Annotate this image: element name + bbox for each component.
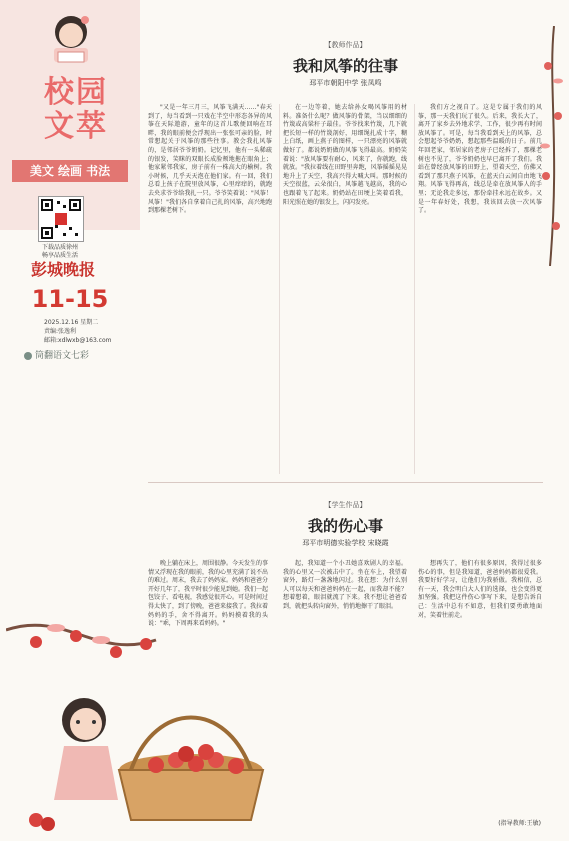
channel-text: 筒翻语文七彩: [35, 351, 90, 361]
article-paragraph: 晚上躺在床上，周围很静。今天发生的事情又浮现在我的眼前，我的心里充满了说不出的难过。周末，我去了妈妈家。妈妈和爸爸分开好几年了，我平时很少能见到她。我们一起包饺子、看电视，我感觉很开心。可是时间过得太快了，到了傍晚，爸爸来接我了。我拉着妈妈的手，舍不得离开。妈妈摸着我的头说："乖，下周再来看妈妈。": [148, 560, 269, 628]
qr-logo-icon: [55, 213, 67, 225]
article-tag: 【教师作品】: [324, 41, 367, 49]
article-byline: 邳平市朝阳中学 张凤鸣: [309, 79, 382, 87]
article-paragraph: 起，我知道一个小丑她喜欢剧人的幸福。我的心里又一次被击中了。坐在车上，我望着窗外，路灯一盏盏地闪过。我在想：为什么别人可以每天和爸爸妈妈在一起，而我却不能？想着想着，眼泪就流了下来。我不想让爸爸看到，就把头转向窗外，悄悄地擦干了眼泪。: [283, 560, 407, 610]
qr-caption: [18, 244, 102, 260]
cherry-branch-decoration: [540, 26, 564, 266]
meta-editor: 责编:张逸利: [44, 328, 77, 335]
article-column: [283, 104, 407, 207]
article-paragraph: 想再失了，他们有很多原因，我得过很多伤心的事，但是我知道，爸爸妈妈都很爱我。我要好好学习，让他们为我骄傲。我相信，总有一天，我会明白大人们的选择，也会变得更加坚强。我把这件伤心事写下来，是想告诉自己：生活中总有不如意，但我们要勇敢地面对，笑着往前走。: [418, 560, 542, 619]
issue-meta: [44, 318, 124, 345]
girl-reading-illustration: [40, 8, 102, 70]
article-tag: 【学生作品】: [324, 501, 367, 509]
article-paragraph: 我们方之视自了。这是专属于我们的风筝，那一天我们玩了很久。后来，我长大了，离开了家乡去外地求学、工作，很少再有时间放风筝了。可是，每当我看到天上的风筝，总会想起爷爷奶奶，想起那些温暖的日子。前几年回老家，邻居家的老房子已经拆了，那棵老树也不见了，爷爷奶奶也早已离开了我们。我站在曾经放风筝的田野上，望着天空，仿佛又看到了那只燕子风筝，在蓝天白云间自由地飞翔。风筝飞得再高，线总是牵在放风筝人的手里；无论我走多远，那份牵挂永远在故乡。又是一年春好处，我想，我该回去放一次风筝了。: [418, 104, 542, 215]
brand-title-line2: 文萃: [44, 109, 108, 144]
qr-caption-line2: 畅享品质生活: [41, 252, 78, 259]
qr-code[interactable]: [38, 196, 84, 242]
article-column: [418, 560, 542, 620]
meta-email: 邮箱:xdlwxb@163.com: [44, 337, 112, 344]
article-editor-note: (指导教师:王敏): [498, 820, 541, 827]
channel-logo-icon: [24, 352, 32, 360]
column-separator: [414, 104, 415, 474]
article-paragraph: "又是一年三月三，风筝飞满天……"春天到了，每当看到一只戏在半空中形态各异的风筝在天际遨游，童年的这首儿歌便回响在耳畔，我的眼前便会浮现出一张张可亲的脸，时常想起关于风筝的那些往事。教会我扎风筝的，是邻居爷爷奶奶。记忆里，他有一头稀疏的银发，笑眯的双眼长成脸颊地拖在眼角上；他家紧邻我家，房子前有一株高大的榆树。我小时候，几乎天天泡在他们家。有一回，我们总看上孩子在院里放风筝，心里痒痒的，就跑去央求爷爷给我扎一只。爷爷笑着说："风筝！风筝！"我们各自拿着自己扎的风筝，高兴地跑到那棵老树下。: [148, 104, 272, 215]
brand-title-line1: 校园: [44, 75, 108, 110]
article-paragraph: 在一边等着，她去给孙女喝风筝用的材料。准备什么呢？做风筝的骨架，当以细细的竹篾或高粱秆子最佳。爷爷找来竹篾，几下就把长短一样的竹篾剖好，用细绳扎成十字，糊上白纸，画上燕子的图样，一只漂亮的风筝就做好了。都说奶奶做的风筝飞得最高。奶奶笑着说："放风筝要有耐心，风来了，你就跑，线就放。"我拉着线在田野里奔跑，风筝摇摇晃晃地升上了天空，我高兴得大喊大叫。那时候的天空很蓝，云朵很白，风筝越飞越高，我的心也跟着飞了起来。奶奶站在田埂上笑着看我，阳光照在她的银发上，闪闪发亮。: [283, 104, 407, 206]
channel-label: [24, 350, 114, 362]
article-teacher: [148, 40, 543, 88]
section-divider: [148, 482, 543, 483]
column-separator: [279, 104, 280, 474]
article-title: 我的伤心事: [307, 517, 383, 535]
paper-name: 彭城晚报: [30, 260, 95, 279]
girl-with-cherry-basket-illustration: [6, 570, 286, 838]
article-teacher-body: [148, 104, 543, 476]
article-column: [418, 104, 542, 216]
issue-date: 11-15: [31, 285, 109, 313]
brand-title: [26, 76, 126, 144]
article-student: [148, 500, 543, 548]
article-column: [283, 560, 407, 612]
article-column: [148, 104, 272, 216]
article-byline: 邳平市明德实验学校 宋晓霞: [302, 539, 389, 547]
brand-subtitle: 美文 绘画 书法: [12, 160, 128, 182]
meta-date: 2025.12.16 星期二: [44, 319, 99, 326]
article-title: 我和风筝的往事: [292, 57, 398, 75]
qr-caption-line1: 下载品质徐州: [41, 244, 78, 251]
